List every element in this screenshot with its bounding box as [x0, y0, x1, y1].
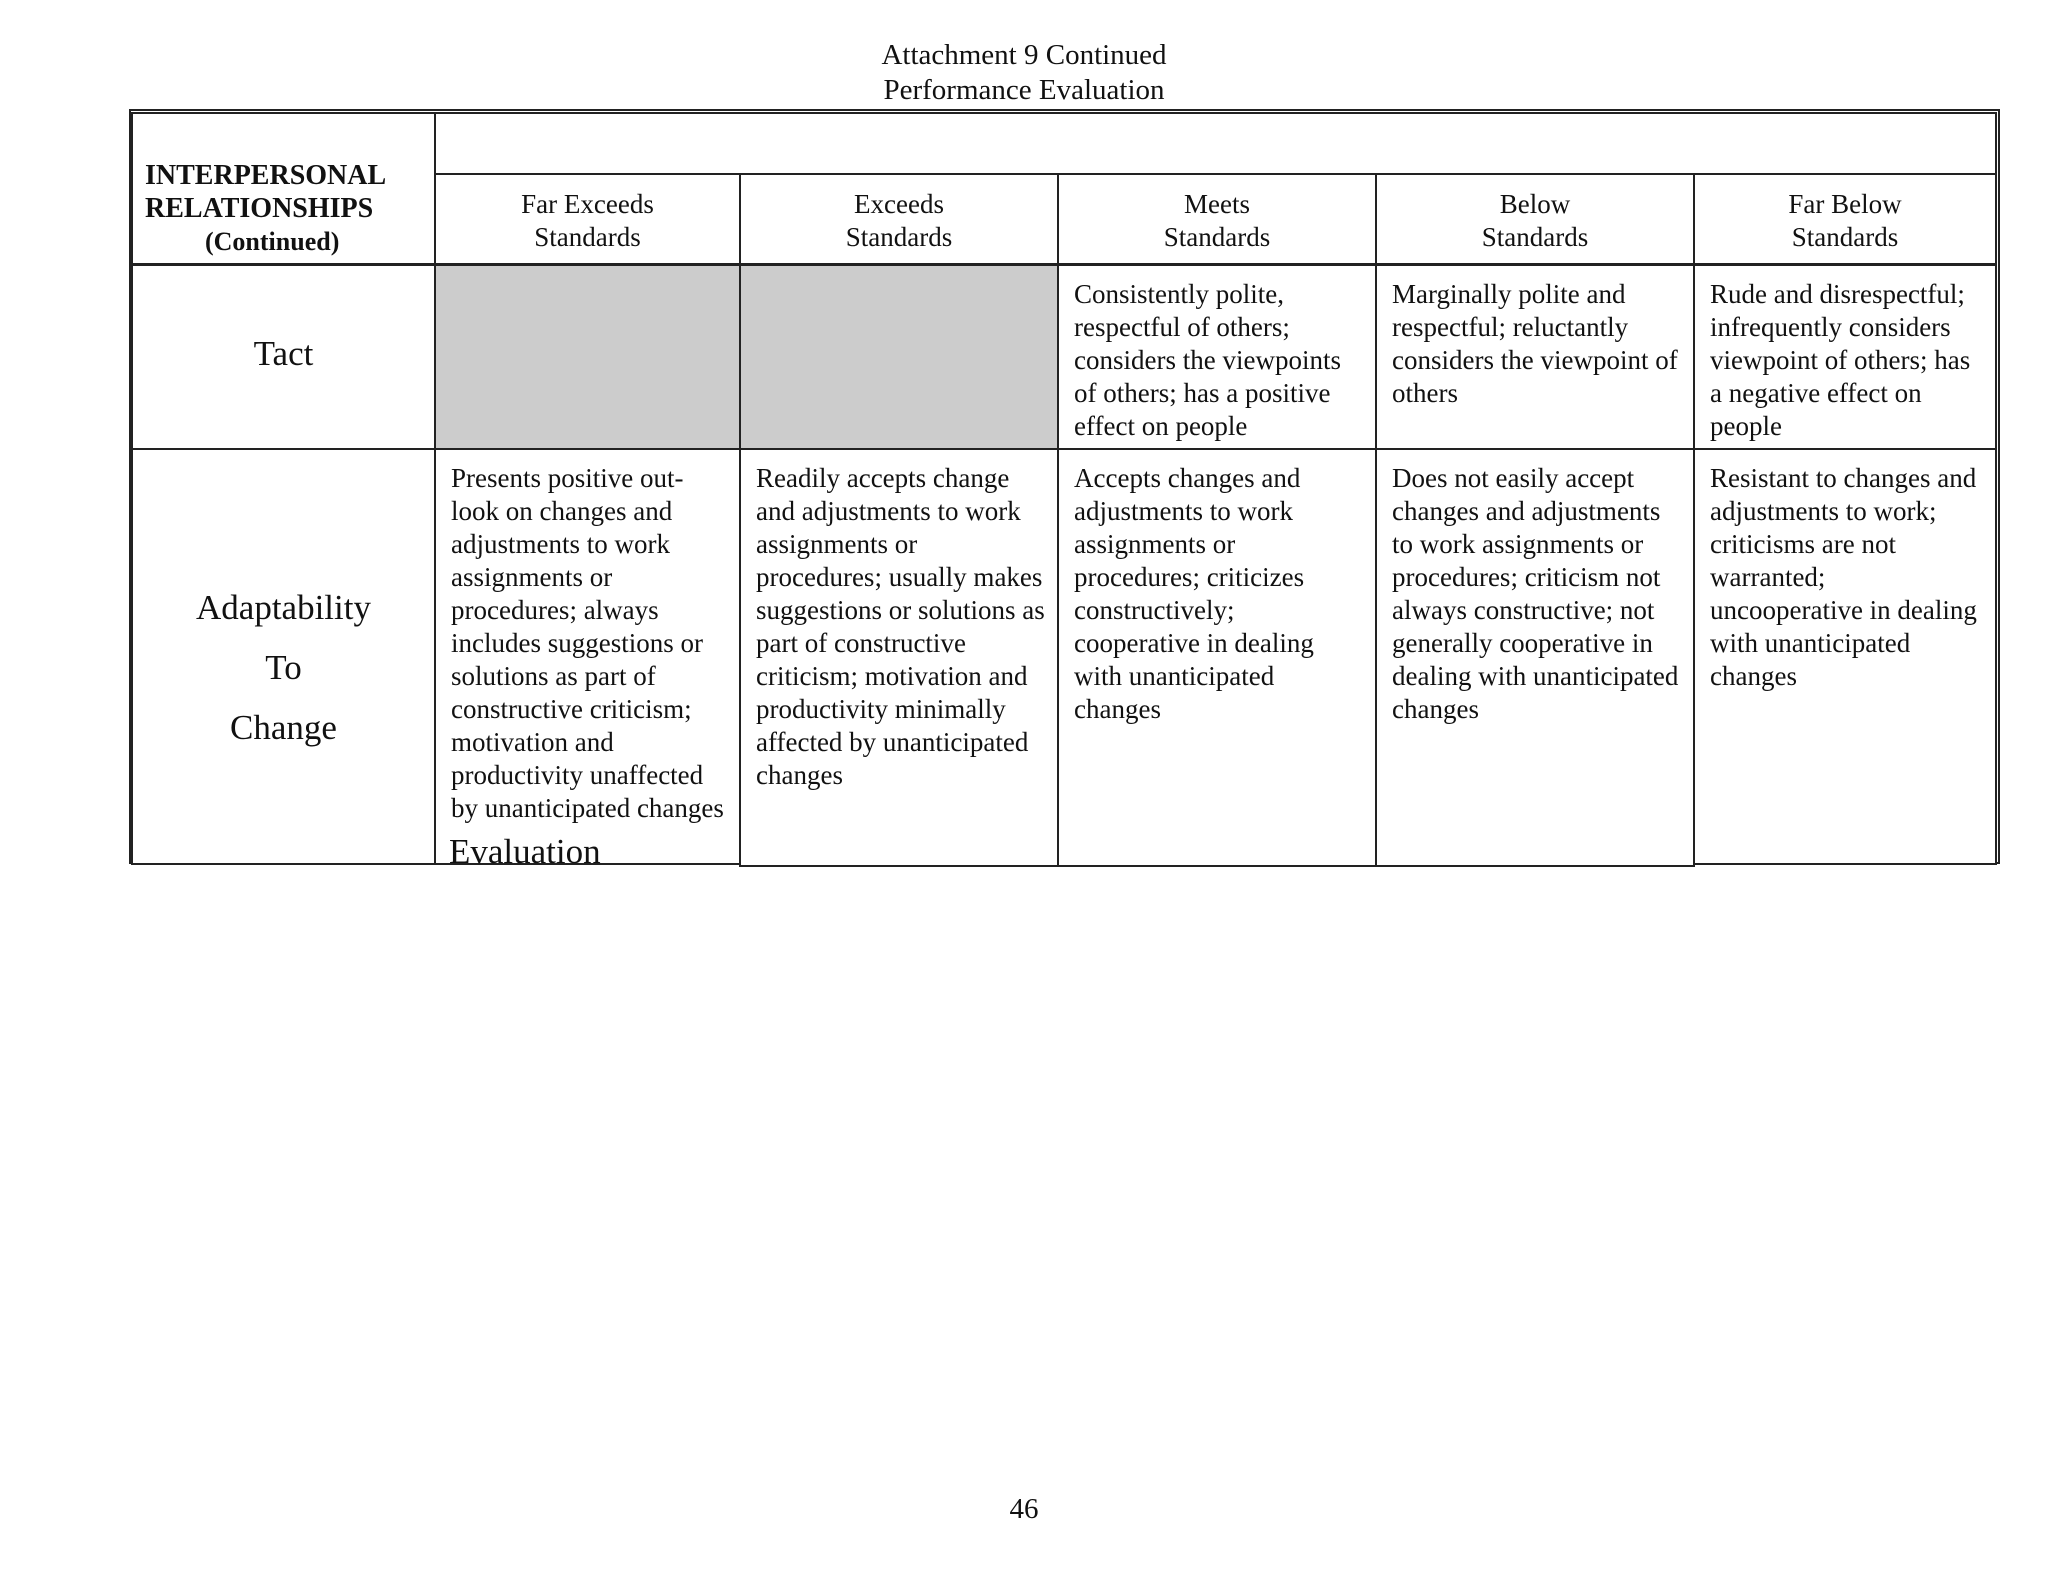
page-number: 46	[1009, 1493, 1039, 1525]
adaptability-meets-cell: Accepts changes and adjustments to work assignments or procedures; criticizes constructively; cooperative in dealing with unanticipated changes	[1057, 448, 1377, 867]
section-title-line2: RELATIONSHIPS	[145, 193, 374, 224]
tact-far-exceeds-cell	[434, 264, 741, 450]
section-title-cell	[131, 112, 436, 265]
section-title-sub: (Continued)	[205, 227, 340, 256]
column-header-meets: Meets Standards	[1057, 173, 1377, 265]
row-label-adaptability: Adaptability To Change	[131, 448, 436, 865]
column-header-below: Below Standards	[1375, 173, 1695, 265]
tact-far-below-cell: Rude and disrespectful; infrequently considers viewpoint of others; has a negative effect on people	[1693, 264, 1997, 450]
header-band	[434, 112, 1997, 175]
adaptability-below-cell: Does not easily accept changes and adjustments to work assignments or procedures; criticism not always constructive; not generally cooperative in dealing with unanticipated changes	[1375, 448, 1695, 867]
tact-meets-cell: Consistently polite, respectful of others; considers the viewpoints of others; has a positive effect on people	[1057, 264, 1377, 450]
section-title-line1: INTERPERSONAL	[145, 160, 387, 191]
adaptability-far-exceeds-cell: Presents positive out-look on changes and adjustments to work assignments or procedures; always includes suggestions or solutions as part of constructive criticism; motivation and productivity unaffected by unanticipated changes	[434, 448, 741, 865]
evaluation-overlay-text: Evaluation	[449, 832, 601, 871]
document-title: Performance Evaluation	[883, 74, 1165, 106]
adaptability-exceeds-cell: Readily accepts change and adjustments to work assignments or procedures; usually makes suggestions or solutions as part of constructive criticism; motivation and productivity minimally affected by unanticipated changes	[739, 448, 1059, 867]
column-header-far-below: Far Below Standards	[1693, 173, 1997, 265]
tact-below-cell: Marginally polite and respectful; reluctantly considers the viewpoint of others	[1375, 264, 1695, 450]
column-header-exceeds: Exceeds Standards	[739, 173, 1059, 265]
row-label-tact: Tact	[131, 264, 436, 450]
column-header-far-exceeds: Far Exceeds Standards	[434, 173, 741, 265]
attachment-heading: Attachment 9 Continued	[881, 39, 1167, 71]
adaptability-far-below-cell: Resistant to changes and adjustments to work; criticisms are not warranted; uncooperative in dealing with unanticipated changes	[1693, 448, 1997, 865]
tact-exceeds-cell	[739, 264, 1059, 450]
